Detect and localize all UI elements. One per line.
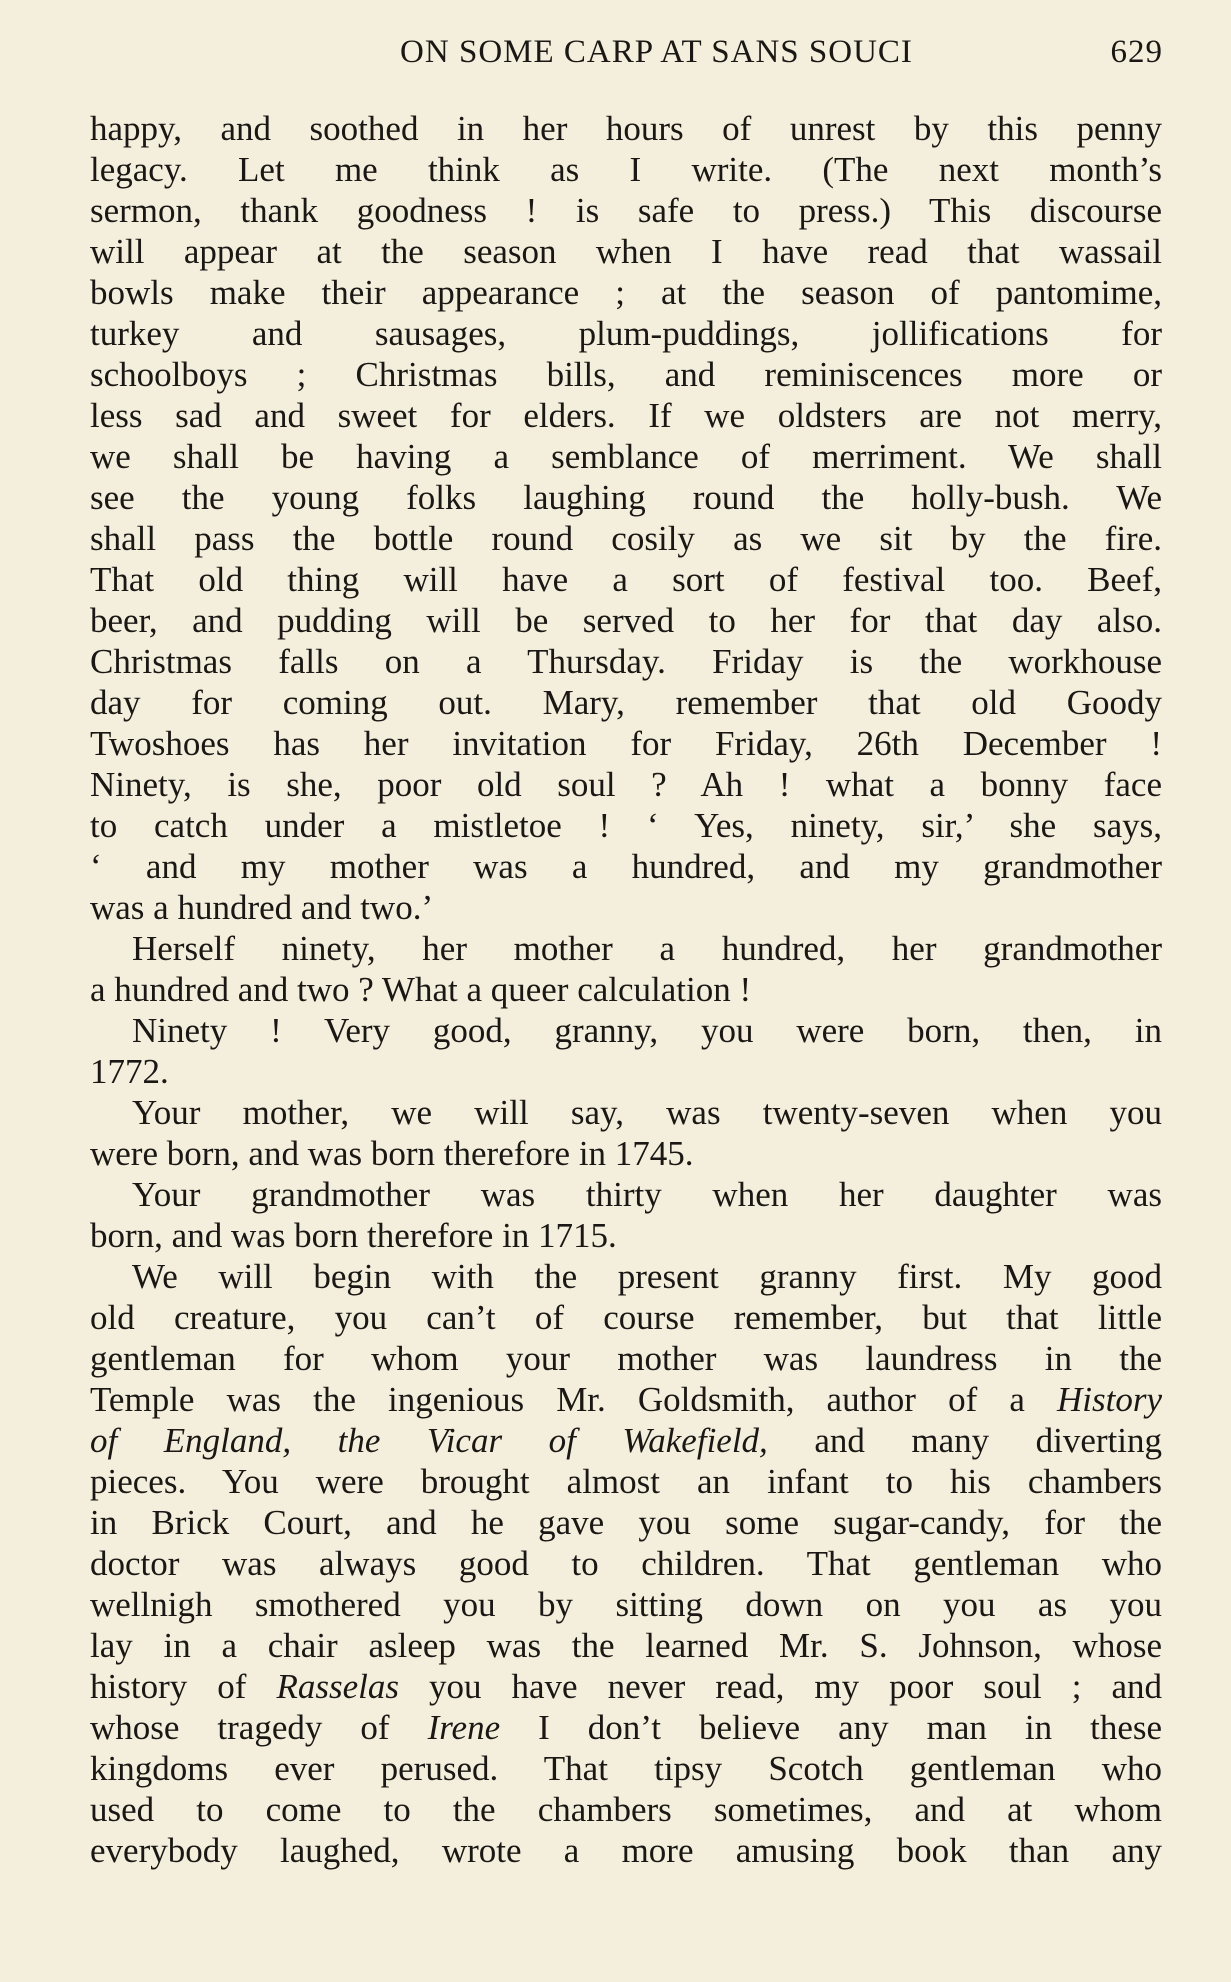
text-line: happy, and soothed in her hours of unrest by this penny — [90, 109, 1162, 148]
text-line: Herself ninety, her mother a hundred, her grandmother — [132, 929, 1162, 968]
text-line: legacy. Let me think as I write. (The next month’s — [90, 150, 1162, 189]
text-line: We will begin with the present granny first. My good — [132, 1257, 1162, 1296]
text-line: see the young folks laughing round the holly-bush. We — [90, 478, 1162, 517]
body-text — [90, 108, 1162, 1871]
text-line: ‘ and my mother was a hundred, and my grandmother — [90, 847, 1162, 886]
text-line: Your mother, we will say, was twenty-seven when you — [132, 1093, 1162, 1132]
text-line: less sad and sweet for elders. If we oldsters are not merry, — [90, 396, 1162, 435]
page-header — [90, 34, 1163, 80]
text-segment: Temple was the ingenious Mr. Goldsmith, author of a — [90, 1380, 1025, 1419]
text-segment: history of — [90, 1667, 247, 1706]
text-segment: you have never read, my poor soul ; and — [398, 1667, 1162, 1706]
italic-title: Vicar of Wakefield, — [426, 1421, 768, 1460]
text-line: kingdoms ever perused. That tipsy Scotch gentleman who — [90, 1749, 1162, 1788]
text-line: a hundred and two ? What a queer calculation ! — [90, 970, 752, 1009]
text-segment: of England, the — [90, 1421, 381, 1460]
text-line: pieces. You were brought almost an infant to his chambers — [90, 1462, 1162, 1501]
text-line: beer, and pudding will be served to her for that day also. — [90, 601, 1162, 640]
text-segment: whose tragedy of — [90, 1708, 390, 1747]
text-line: in Brick Court, and he gave you some sugar-candy, for the — [90, 1503, 1162, 1542]
text-line: doctor was always good to children. That gentleman who — [90, 1544, 1162, 1583]
italic-title: Irene — [427, 1708, 501, 1747]
text-line: born, and was born therefore in 1715. — [90, 1216, 617, 1255]
text-line: 1772. — [90, 1052, 169, 1091]
text-segment: and many diverting — [767, 1421, 1163, 1460]
text-line: we shall be having a semblance of merriment. We shall — [90, 437, 1162, 476]
text-line: Ninety, is she, poor old soul ? Ah ! what a bonny face — [90, 765, 1162, 804]
text-segment: I don’t believe any man in these — [500, 1708, 1163, 1747]
text-line: were born, and was born therefore in 1745. — [90, 1134, 694, 1173]
text-line: wellnigh smothered you by sitting down on you as you — [90, 1585, 1162, 1624]
text-line: old creature, you can’t of course remember, but that little — [90, 1298, 1162, 1337]
italic-title: History — [1057, 1380, 1163, 1419]
italic-title: Rasselas — [276, 1667, 399, 1706]
text-line-with-italic — [90, 1420, 1162, 1461]
text-line: Twoshoes has her invitation for Friday, 26th December ! — [90, 724, 1162, 763]
text-line: everybody laughed, wrote a more amusing book than any — [90, 1831, 1162, 1870]
text-line: used to come to the chambers sometimes, and at whom — [90, 1790, 1162, 1829]
text-line: bowls make their appearance ; at the season of pantomime, — [90, 273, 1162, 312]
page-number: 629 — [1110, 34, 1163, 70]
text-line: will appear at the season when I have read that wassail — [90, 232, 1162, 271]
running-title: ON SOME CARP AT SANS SOUCI — [400, 34, 913, 70]
text-line-with-italic — [90, 1707, 1162, 1748]
text-line: lay in a chair asleep was the learned Mr. S. Johnson, whose — [90, 1626, 1162, 1665]
text-line-with-italic — [90, 1666, 1162, 1707]
text-line: turkey and sausages, plum-puddings, jollifications for — [90, 314, 1162, 353]
text-line: was a hundred and two.’ — [90, 888, 434, 927]
text-line-with-italic — [90, 1379, 1162, 1420]
text-line: Christmas falls on a Thursday. Friday is the workhouse — [90, 642, 1162, 681]
text-line: sermon, thank goodness ! is safe to press.) This discourse — [90, 191, 1162, 230]
text-line: gentleman for whom your mother was laundress in the — [90, 1339, 1162, 1378]
text-line: Your grandmother was thirty when her daughter was — [132, 1175, 1162, 1214]
text-line: schoolboys ; Christmas bills, and reminiscences more or — [90, 355, 1162, 394]
text-line: shall pass the bottle round cosily as we sit by the fire. — [90, 519, 1162, 558]
text-line: day for coming out. Mary, remember that old Goody — [90, 683, 1162, 722]
text-line: to catch under a mistletoe ! ‘ Yes, ninety, sir,’ she says, — [90, 806, 1162, 845]
text-line: That old thing will have a sort of festival too. Beef, — [90, 560, 1162, 599]
text-line: Ninety ! Very good, granny, you were born, then, in — [132, 1011, 1162, 1050]
